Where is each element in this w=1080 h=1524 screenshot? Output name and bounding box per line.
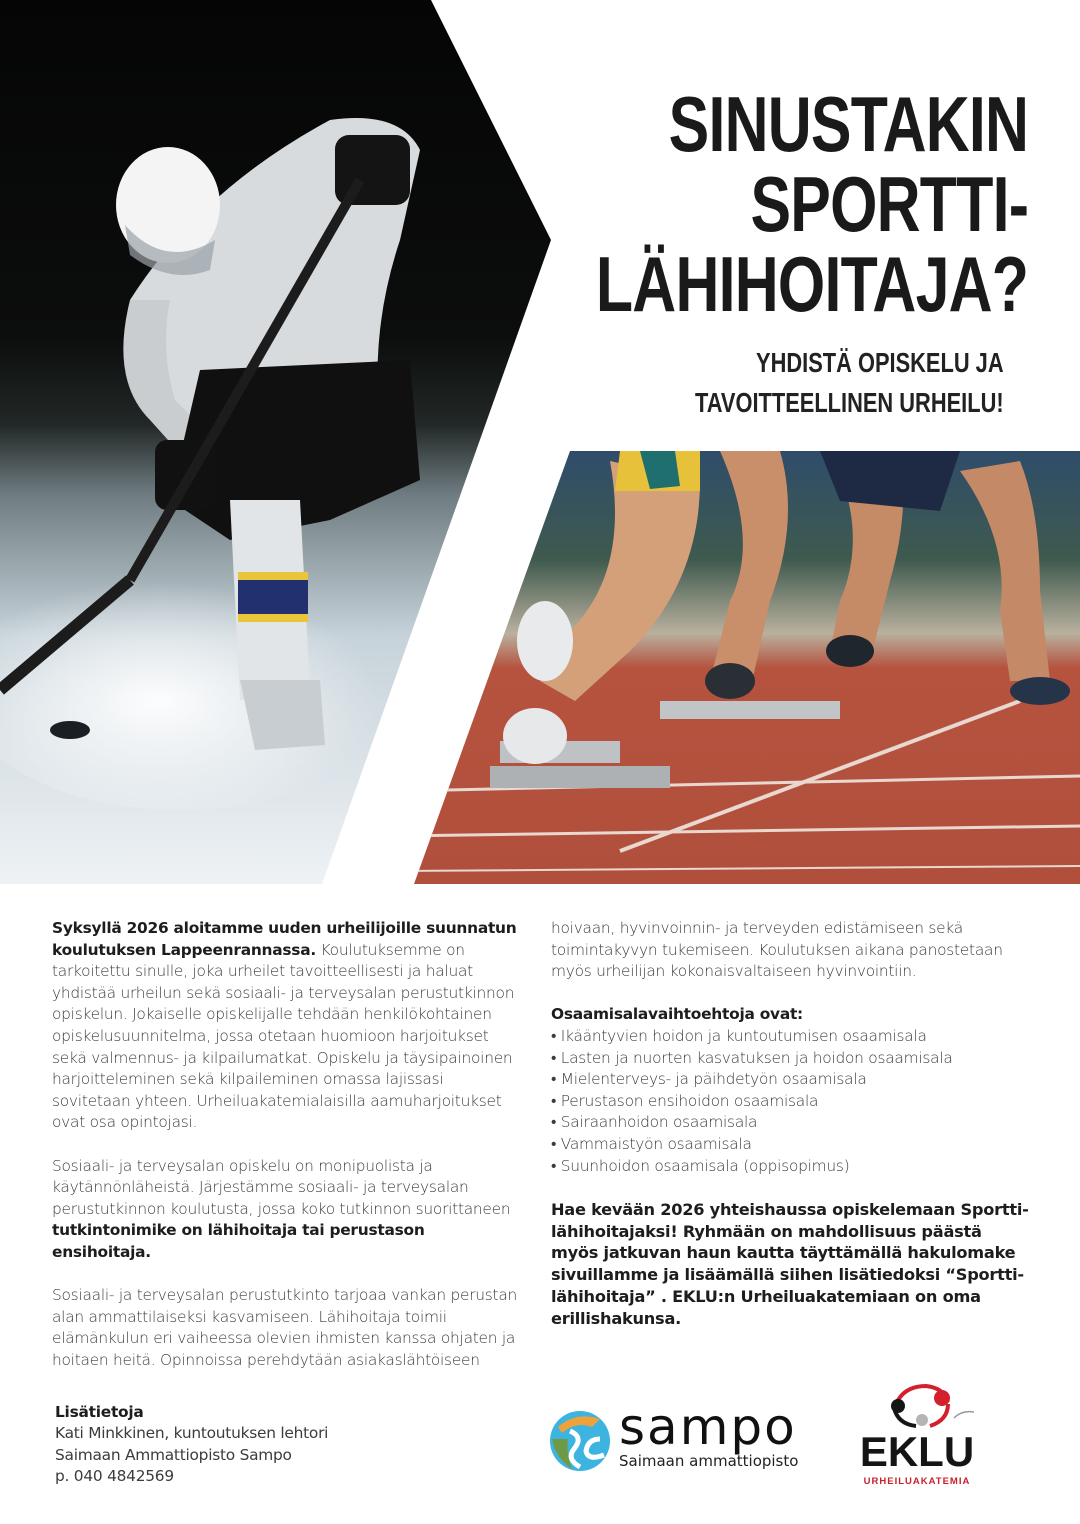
contact-phone: p. 040 4842569 xyxy=(55,1467,174,1486)
contact-info xyxy=(55,1402,328,1488)
left-column xyxy=(52,918,522,1393)
headline-line-2: SPORTTI- xyxy=(750,160,1028,248)
eklu-emblem-icon xyxy=(858,1380,988,1432)
subheadline xyxy=(695,343,1004,423)
wellbeing-paragraph: hoivaan, hyvinvoinnin- ja terveyden edistämiseen sekä toimintakyvyn tukemiseen. Koulutuksen aikana panostetaan myös urheilijan kokonaisvaltaiseen hyvinvointiin. xyxy=(551,919,1003,981)
eklu-wordmark: EKLU xyxy=(859,1428,975,1475)
contact-title: Lisätietoja xyxy=(55,1403,144,1421)
degree-bold: tutkintonimike on lähihoitaja tai perustason ensihoitaja. xyxy=(52,1221,425,1261)
list-item: • Suunhoidon osaamisala (oppisopimus) xyxy=(551,1156,1031,1178)
sprinters-photo xyxy=(400,451,1080,885)
specializations-list xyxy=(551,1026,1031,1177)
headline xyxy=(595,80,1028,328)
contact-organization: Saimaan Ammattiopisto Sampo xyxy=(55,1445,292,1464)
right-column xyxy=(551,918,1031,1330)
specializations-title xyxy=(551,1004,1031,1026)
career-paragraph: Sosiaali- ja terveysalan perustutkinto tarjoaa vankan perustan alan ammattilaiseksi kasvamiseen. Lähihoitaja toimii elämänkulun eri vaiheessa olevien ihmisten kanssa ohjaten ja hoitaen heitä. Opinnoissa perehdytään asiakaslähtöiseen xyxy=(52,1286,518,1369)
eklu-logo xyxy=(858,1380,988,1490)
sampo-emblem-icon xyxy=(548,1409,612,1473)
sampo-wordmark: sampo xyxy=(619,1398,797,1456)
intro-paragraph xyxy=(52,918,522,1134)
intro-text: Koulutuksemme on tarkoitettu sinulle, joka urheilet tavoitteellisesti ja haluat yhdistää urheilun sekä sosiaali- ja terveysalan perustutkinnon opiskelun. Jokaiselle opiskelijalle tehdään henkilökohtainen opiskelusuunnitelma, jossa otetaan huomioon harjoitukset sekä valmennus- ja kilpailumatkat. Opiskelu ja täysipainoinen harjoitteleminen sekä kilpaileminen omassa lajissasi sovitetaan yhteen. Urheiluakatemialaisilla aamuharjoitukset ovat osa opintojasi. xyxy=(52,940,515,1132)
application-call-to-action: Hae kevään 2026 yhteishaussa opiskelemaan Sportti-lähihoitajaksi! Ryhmään on mahdollisuus päästä myös jatkuvan haun kautta täyttämällä hakulomake sivuillamme ja lisäämällä siihen lisätiedoksi “Sportti-lähihoitaja” . EKLU:n Urheiluakatemiaan on oma erillishakunsa. xyxy=(551,1199,1029,1328)
sampo-logo xyxy=(548,1398,799,1485)
specializations-title-text: Osaamisalavaihtoehtoja ovat: xyxy=(551,1005,803,1024)
eklu-subtitle: URHEILUAKATEMIA xyxy=(863,1476,971,1487)
list-item: • Vammaistyön osaamisala xyxy=(551,1134,1031,1156)
subheadline-line-2: TAVOITTEELLINEN URHEILU! xyxy=(695,387,1004,418)
contact-name-role: Kati Minkkinen, kuntoutuksen lehtori xyxy=(55,1424,329,1443)
list-item: • Sairaanhoidon osaamisala xyxy=(551,1112,1031,1134)
degree-text: Sosiaali- ja terveysalan opiskelu on monipuolista ja käytännönläheistä. Järjestämme sosiaali- ja terveysalan perustutkinnon koulutusta, jossa koko tutkinnon suorittaneen xyxy=(52,1156,511,1218)
subheadline-line-1: YHDISTÄ OPISKELU JA xyxy=(756,347,1004,378)
headline-line-1: SINUSTAKIN xyxy=(668,80,1028,168)
list-item: • Ikääntyvien hoidon ja kuntoutumisen osaamisala xyxy=(551,1026,1031,1048)
headline-line-3: LÄHIHOITAJA? xyxy=(595,240,1028,328)
list-item: • Mielenterveys- ja päihdetyön osaamisala xyxy=(551,1069,1031,1091)
list-item: • Lasten ja nuorten kasvatuksen ja hoidon osaamisala xyxy=(551,1048,1031,1070)
degree-paragraph xyxy=(52,1156,522,1264)
sampo-subtitle: Saimaan ammattiopisto xyxy=(619,1452,799,1470)
intro-bold: Syksyllä 2026 aloitamme uuden urheilijoille suunnatun koulutuksen Lappeenrannassa. xyxy=(52,919,517,959)
list-item: • Perustason ensihoidon osaamisala xyxy=(551,1091,1031,1113)
